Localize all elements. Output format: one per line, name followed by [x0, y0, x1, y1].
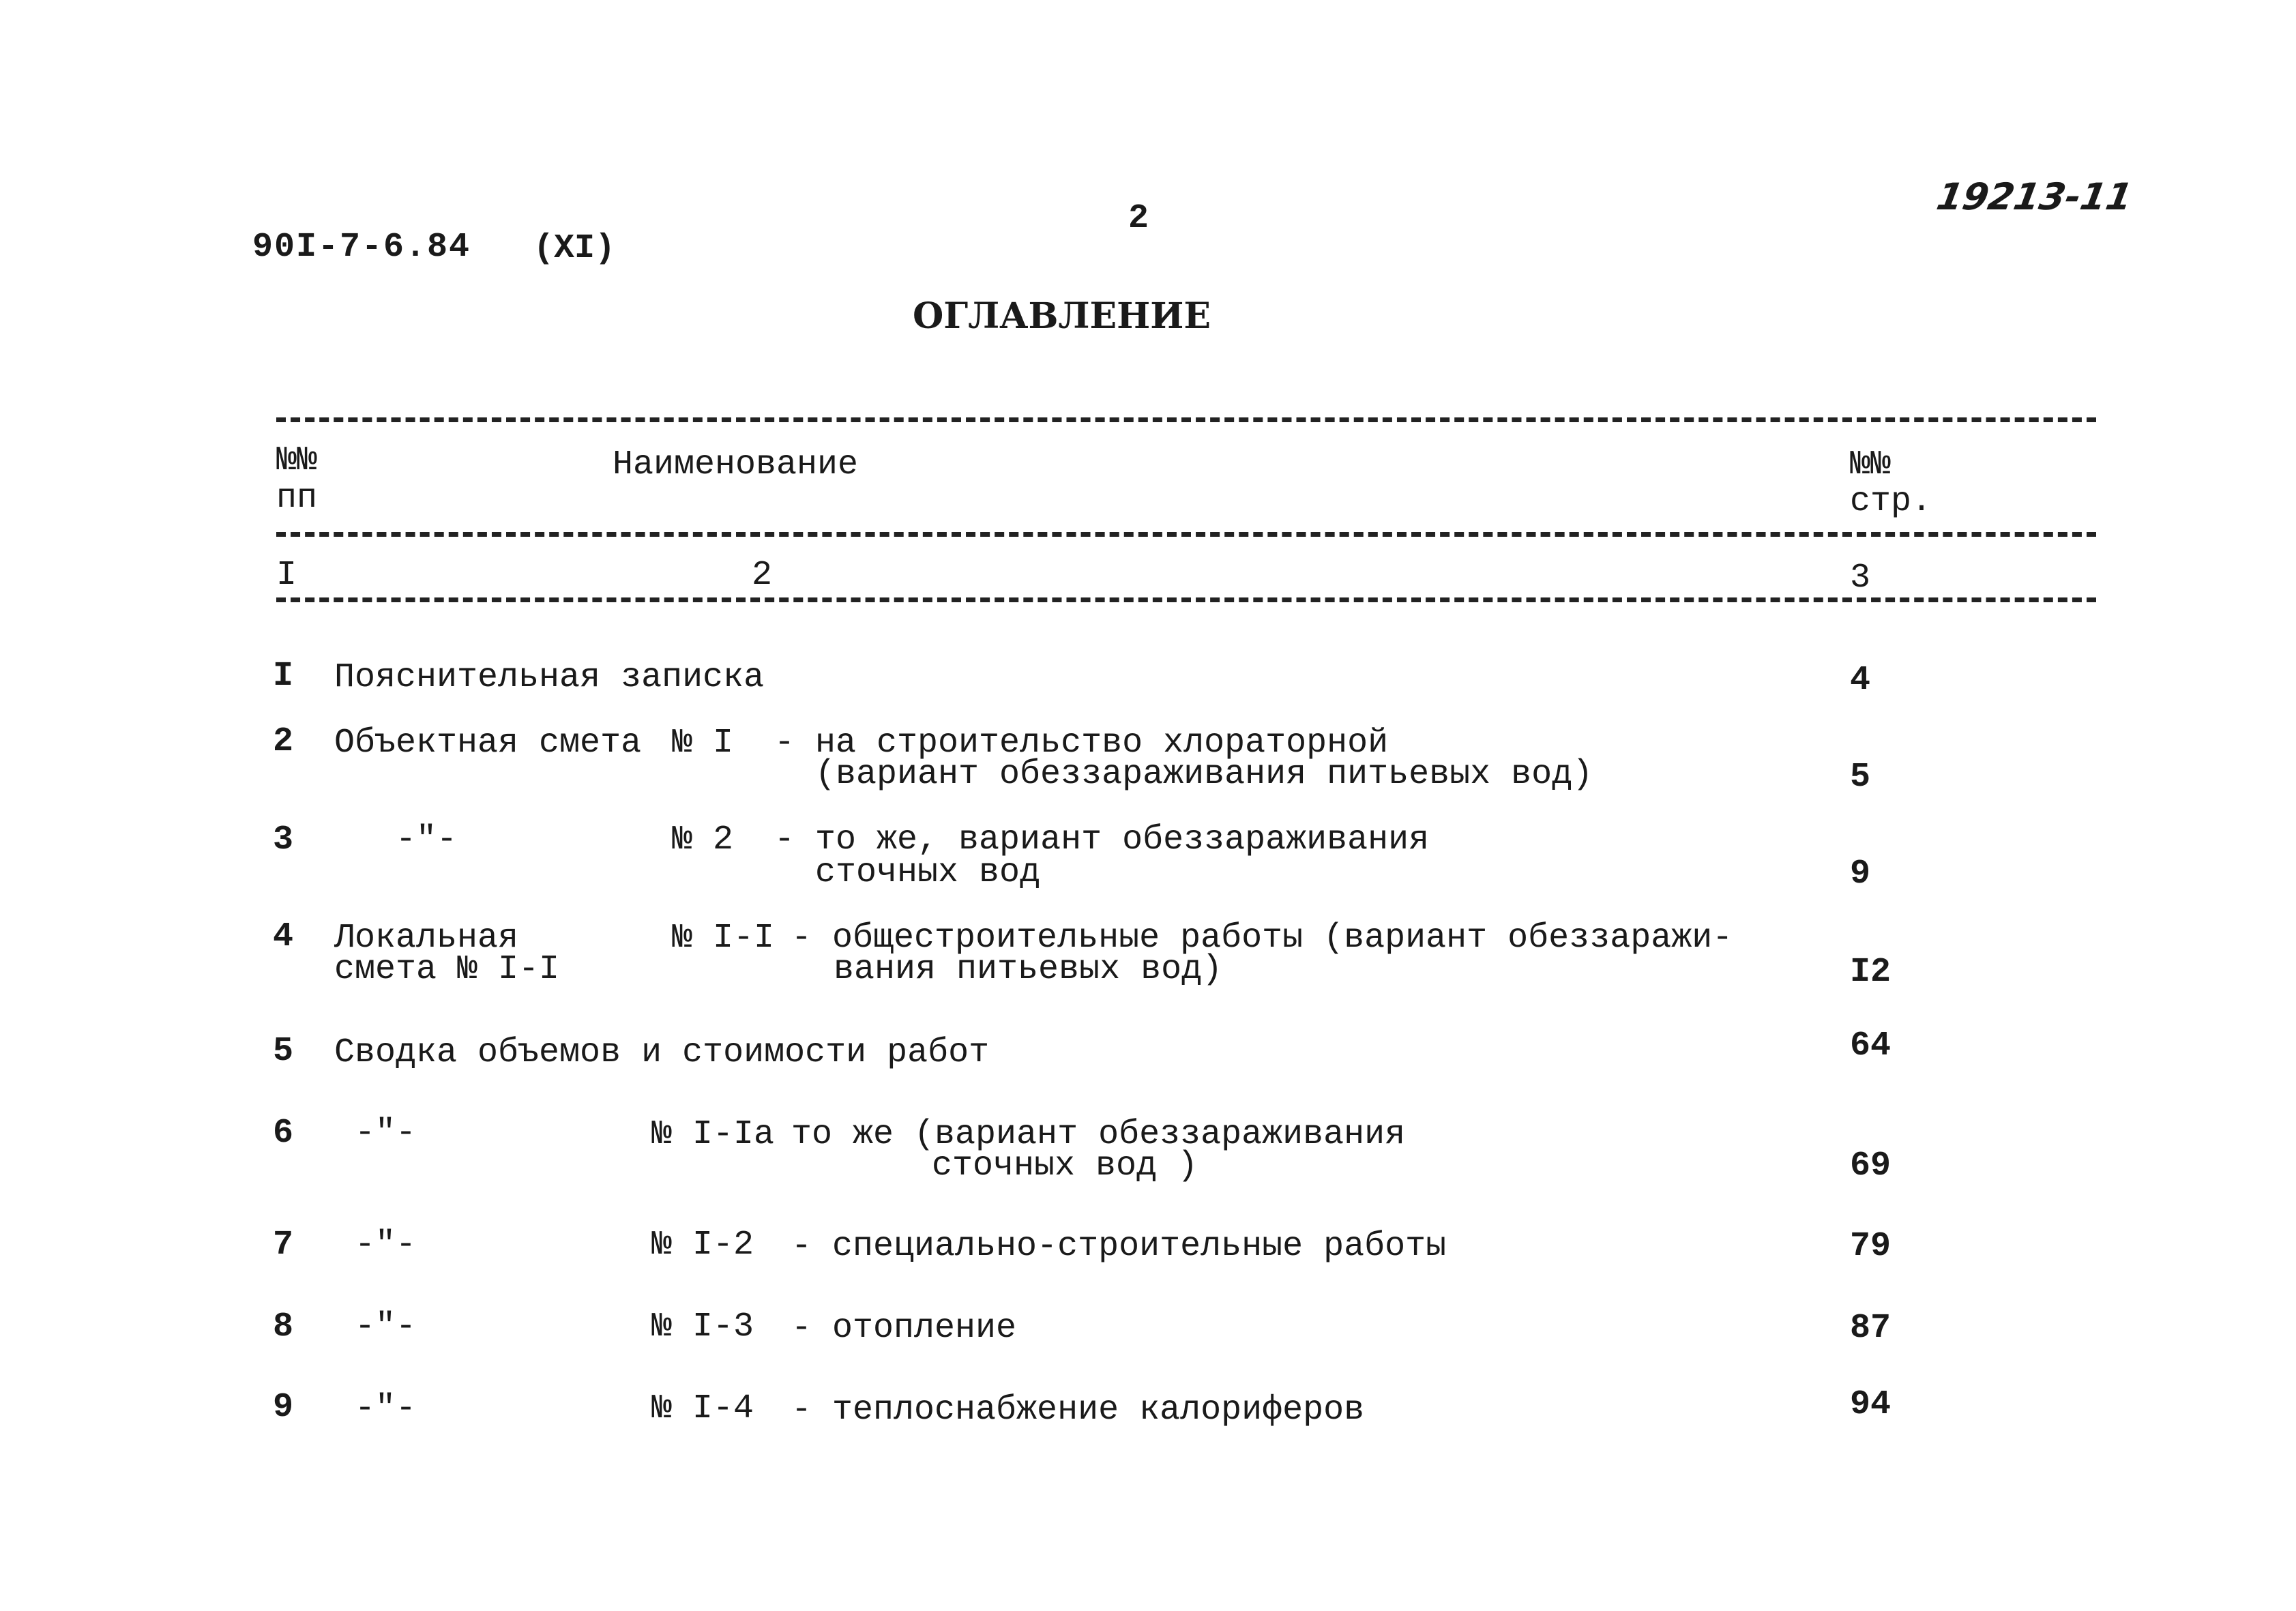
row-3-desc-line2: сточных вод — [815, 853, 1041, 892]
col-header-page-bottom: стр. — [1850, 482, 1932, 521]
row-3-number: 3 — [273, 821, 294, 859]
row-9-ref: № I-4 — [651, 1389, 754, 1428]
row-6-ref: № I-Iа — [651, 1115, 775, 1154]
row-2-ref: № I — [672, 724, 734, 763]
row-3-name: -"- — [396, 821, 458, 859]
divider-header — [276, 532, 2096, 537]
col-index-2: 2 — [752, 556, 773, 595]
col-header-page-top: №№ — [1850, 445, 1892, 484]
col-header-number-top: №№ — [276, 441, 318, 480]
row-4-ref: № I-I — [672, 919, 775, 958]
col-header-name: Наименование — [613, 445, 859, 484]
document-code: 90I-7-6.84 — [252, 228, 471, 267]
row-7-ref: № I-2 — [651, 1226, 754, 1265]
row-2-desc-line2: (вариант обеззараживания питьевых вод) — [815, 755, 1593, 794]
row-4-number: 4 — [273, 917, 294, 956]
page-title: ОГЛАВЛЕНИЕ — [913, 295, 1211, 337]
row-6-page: 69 — [1850, 1147, 1892, 1185]
divider-index — [276, 597, 2096, 602]
row-5-number: 5 — [273, 1032, 294, 1071]
row-9-name: -"- — [355, 1389, 417, 1428]
row-3-desc-line1: - то же, вариант обеззараживания — [774, 821, 1430, 859]
row-1-number: I — [273, 657, 294, 696]
col-index-3: 3 — [1850, 559, 1871, 597]
row-9-number: 9 — [273, 1388, 294, 1427]
col-header-number-bottom: пп — [276, 479, 318, 518]
col-index-1: I — [276, 556, 297, 595]
row-7-page: 79 — [1850, 1227, 1892, 1266]
divider-top — [276, 417, 2096, 422]
row-6-name: -"- — [355, 1114, 417, 1153]
row-2-desc-line1: - на строительство хлораторной — [774, 724, 1389, 763]
handwritten-mark: 19213-11 — [1933, 175, 2136, 218]
row-4-desc-line2: вания питьевых вод) — [834, 950, 1223, 989]
row-9-page: 94 — [1850, 1385, 1892, 1424]
document-volume: (XI) — [533, 229, 616, 268]
row-8-desc: - отопление — [791, 1309, 1017, 1348]
page-number: 2 — [1128, 199, 1149, 238]
row-4-page: I2 — [1850, 953, 1892, 992]
row-9-desc: - теплоснабжение калориферов — [791, 1391, 1365, 1430]
row-2-name: Объектная смета — [334, 724, 642, 763]
row-4-name-line2: смета № I-I — [334, 950, 560, 989]
row-7-number: 7 — [273, 1226, 294, 1265]
row-4-desc-line1: - общестроительные работы (вариант обеззаражи- — [791, 919, 1733, 958]
row-3-page: 9 — [1850, 855, 1871, 893]
row-5-name: Сводка объемов и стоимости работ — [334, 1033, 990, 1072]
row-6-desc-line1: то же (вариант обеззараживания — [791, 1115, 1406, 1154]
row-3-ref: № 2 — [672, 821, 734, 859]
row-8-page: 87 — [1850, 1309, 1892, 1348]
row-7-desc: - специально-строительные работы — [791, 1227, 1447, 1266]
row-8-number: 8 — [273, 1307, 294, 1346]
row-6-desc-line2: сточных вод ) — [932, 1147, 1198, 1185]
row-8-name: -"- — [355, 1307, 417, 1346]
row-1-page: 4 — [1850, 661, 1871, 700]
row-2-page: 5 — [1850, 758, 1871, 797]
row-4-name-line1: Локальная — [334, 919, 519, 958]
row-1-name: Пояснительная записка — [334, 658, 765, 697]
row-8-ref: № I-3 — [651, 1307, 754, 1346]
row-2-number: 2 — [273, 722, 294, 761]
row-7-name: -"- — [355, 1226, 417, 1265]
row-5-page: 64 — [1850, 1026, 1892, 1065]
row-6-number: 6 — [273, 1114, 294, 1153]
